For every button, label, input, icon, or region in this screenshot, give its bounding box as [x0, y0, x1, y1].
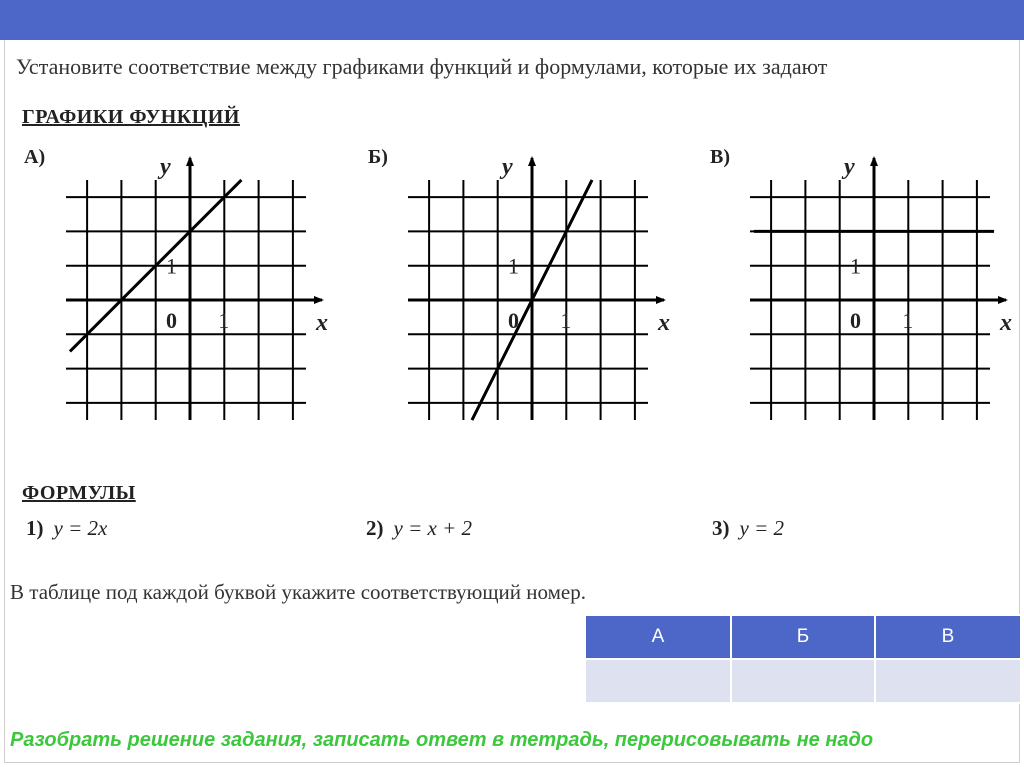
- graph-c-x-name: x: [1000, 310, 1012, 336]
- graph-a-y-arrow: [186, 156, 194, 166]
- graph-b-x-arrow: [656, 296, 666, 304]
- formula-3: [712, 516, 784, 541]
- graph-c-tick-y-label: 1: [850, 253, 861, 279]
- task-text: Установите соответствие между графиками функций и формулами, которые их задают: [16, 54, 828, 79]
- answer-table: [584, 614, 1022, 704]
- graph-b-y-name: y: [502, 154, 513, 180]
- graph-a-x-arrow: [314, 296, 324, 304]
- answer-header-a: А: [585, 615, 731, 659]
- answer-header-b: Б: [731, 615, 875, 659]
- formula-2-expr: y = x + 2: [393, 516, 472, 540]
- formula-1: [26, 516, 107, 541]
- graph-c-y-arrow: [870, 156, 878, 166]
- instruction-text: В таблице под каждой буквой укажите соответствующий номер.: [10, 580, 586, 604]
- graph-c: [750, 150, 1020, 440]
- graph-a-y-name: y: [160, 154, 171, 180]
- answer-cell-c[interactable]: [875, 659, 1021, 703]
- graphs-heading: ГРАФИКИ ФУНКЦИЙ: [22, 106, 240, 128]
- graph-c-tick-x-label: 1: [902, 308, 914, 333]
- graph-c-label: В): [710, 146, 730, 168]
- formula-2-number: 2): [366, 516, 384, 540]
- graph-a: [66, 150, 336, 440]
- graph-c-origin-label: 0: [850, 308, 861, 333]
- graph-b-tick-y-label: 1: [508, 253, 519, 279]
- graph-c-y-name: y: [844, 154, 855, 180]
- graph-b-tick-x-label: 1: [560, 308, 572, 333]
- formulas-heading: ФОРМУЛЫ: [22, 482, 136, 504]
- graph-b: [408, 150, 678, 440]
- graph-b-x-name: x: [658, 310, 670, 336]
- footer-note: Разобрать решение задания, записать ответ в тетрадь, перерисовывать не надо: [10, 729, 874, 751]
- answer-table-header-row: [585, 615, 1021, 659]
- graph-a-tick-y-label: 1: [166, 253, 177, 279]
- formula-1-expr: y = 2x: [53, 516, 108, 540]
- graph-a-x-name: x: [316, 310, 328, 336]
- answer-cell-a[interactable]: [585, 659, 731, 703]
- graph-a-tick-x-label: 1: [218, 308, 230, 333]
- answer-header-c: В: [875, 615, 1021, 659]
- formula-1-number: 1): [26, 516, 44, 540]
- graph-b-y-arrow: [528, 156, 536, 166]
- answer-cell-b[interactable]: [731, 659, 875, 703]
- formula-3-expr: y = 2: [739, 516, 784, 540]
- graph-b-origin-label: 0: [508, 308, 519, 333]
- graph-a-origin-label: 0: [166, 308, 177, 333]
- formula-2: [366, 516, 472, 541]
- top-bar: [0, 0, 1024, 40]
- formula-3-number: 3): [712, 516, 730, 540]
- answer-table-row: [585, 659, 1021, 703]
- graph-c-x-arrow: [998, 296, 1008, 304]
- graph-a-label: А): [24, 146, 46, 168]
- graph-b-label: Б): [368, 146, 388, 168]
